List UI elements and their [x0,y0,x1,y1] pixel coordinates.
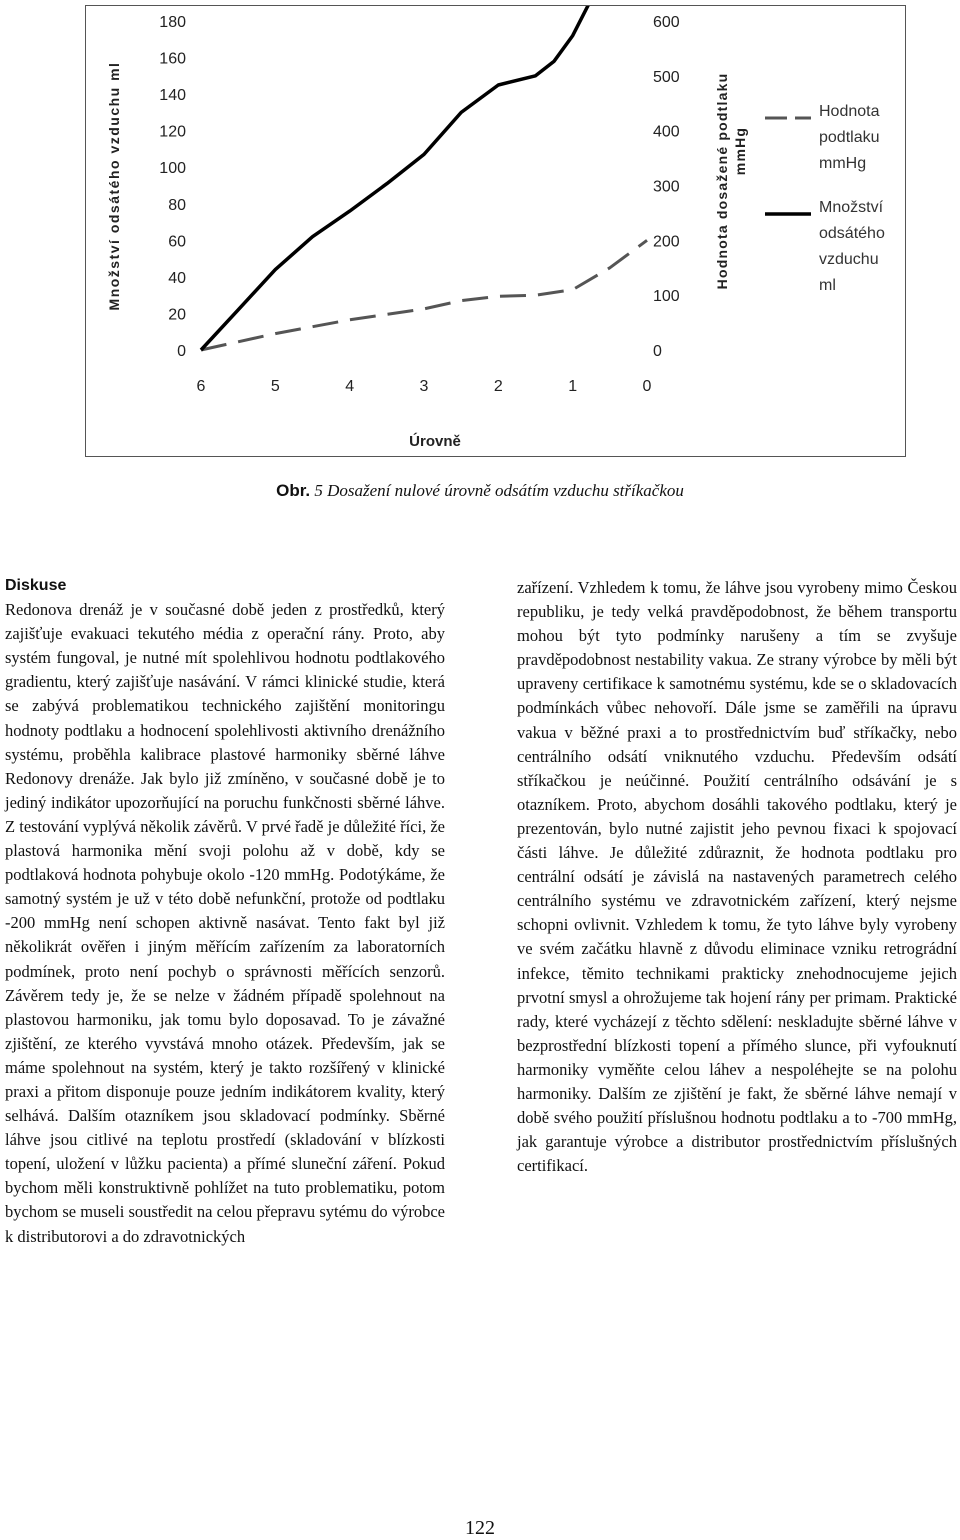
series-line-air-volume [201,6,647,350]
x-tick-label: 4 [345,378,355,395]
section-heading: Diskuse [5,577,67,594]
x-tick-label: 6 [196,378,206,395]
y-right-tick-label: 600 [653,14,680,31]
y-right-tick-label: 300 [653,178,680,196]
y-left-tick-label: 120 [159,123,186,141]
caption-number: 5 [314,481,323,500]
y-left-tick-label: 160 [159,50,186,68]
y-left-tick-label: 0 [177,343,186,360]
right-column [517,576,957,1178]
x-tick-label: 0 [642,378,652,395]
y-left-tick-label: 100 [159,160,186,178]
x-tick-label: 1 [568,378,578,395]
series-line-pressure [201,240,647,350]
caption-text: Dosažení nulové úrovně odsátím vzduchu stříkačkou [327,481,684,500]
y-right-axis-title: Hodnota dosažené podtlaku mmHg [714,72,748,290]
chart-frame [85,5,906,457]
legend-label: vzduchu [819,251,879,268]
legend-label: mmHg [819,155,867,172]
y-left-axis-title: Množství odsátého vzduchu ml [106,61,122,311]
x-tick-label: 3 [419,378,429,395]
y-right-tick-label: 100 [653,288,680,306]
right-column-text: zařízení. Vzhledem k tomu, že láhve jsou vyrobeny mimo Českou republiku, je tedy velká pravděpodobnost, že během transportu mohou být tyto podmínky narušeny a tím se zvyšuje pravděpodobnost nestability vakua. Ze strany výrobce by měli být upraveny certifikace k samotnému systému, kde se o skladovacích podmínkách vůbec nehovoří. Dále jsme se zaměřili na úpravu vakua v běžné praxi a to prostřednictvím buď stříkačky, nebo centrálního odsátí vniknutého vzduchu. Především odsátí stříkačkou je neúčinné. Použití centrálního odsávání je s otazníkem. Proto, abychom dosáhli takového podtlaku, který je prezentován, bylo nutné zajistit jeho pevnou fixaci k spojovací části láhve. Je důležité zdůraznit, že hodnota podtlaku pro centrální odsátí je závislá na nastavených parametrech celého centrálního systému ve zdravotnickém zařízení, který nejsme schopni ovlivnit. Vzhledem k tomu, že tyto láhve byly vyrobeny ve svém začátku hlavně z důvodu eliminace vzniku retrográdní infekce, těmito technikami prakticky znehodnocujeme jejich prvotní smysl a ohrožujeme tak hojení rány per primam. Praktické rady, které vycházejí z těchto sdělení: neskladujte sběrné láhve v bezprostřední blízkosti topení a přímého slunce, při vyfouknutí harmoniky vyměňte celou láhev a nespoléhejte se na polohu harmoniky. Dalším ze zjištění je fakt, že sběrné láhve nemají v době svého použití příslušnou hodnotu podtlaku a to -700 mmHg, jak garantuje výrobce a distributor prostřednictvím příslušných certifikací. [517,578,957,1176]
x-axis-title: Úrovně [409,433,461,450]
chart [86,6,907,458]
left-column-text: Redonova drenáž je v současné době jeden z prostředků, který zajišťuje evakuaci tekutého média z operační rány. Proto, aby systém fungoval, je nutné mít spolehlivou hodnotu podtlakového gradientu, který zajišťuje nasávání. V rámci klinické studie, která se zabývá problematikou technického zajištění monitoringu hodnoty podtlaku a hodnocení spolehlivosti aktivního drenážního systému, proběhla kalibrace plastové harmoniky sběrné láhve Redonovy drenáže. Jak bylo již zmíněno, v současné době je to jediný indikátor upozorňující na poruchu funkčnosti sběrné láhve. Z testování vyplývá několik závěrů. V prvé řadě je důležité říci, že plastová harmonika mění svoji polohu až v době, kdy se podtlaková hodnota pohybuje okolo -120 mmHg. Podotýkáme, že samotný systém je už v této době nefunkční, protože od podtlaku -200 mmHg není schopen aktivně nasávat. Tento fakt byl již několikrát ověřen i jiným měřícím zařízením za laboratorních podmínek, proto není pochyb o správnosti měřících senzorů. Závěrem tedy je, že se nelze v žádném případě spolehnout na plastovou harmoniku, jak tomu bylo doposavad. To je závažné zjištění, ze kterého vyvstává mnoho otázek. Především, jak se máme spolehnout na systém, který je takto rozšířený v klinické praxi a přitom disponuje pouze jedním indikátorem kvality, který selhává. Dalším otazníkem jsou skladovací podmínky. Sběrné láhve jsou citlivé na teplotu prostředí (skladování v blízkosti topení, uložení v lůžku pacienta) a přímé sluneční záření. Pokud bychom měli konstruktivně pohlížet na tuto problematiku, potom bychom se museli soustředit na celou přepravu sytému do výrobce k distributorovi a do zdravotnických [5,600,445,1246]
legend-label: podtlaku [819,129,880,146]
y-left-tick-label: 60 [168,233,186,251]
y-left-tick-label: 80 [168,196,186,214]
y-right-tick-label: 200 [653,233,680,251]
left-column [5,574,445,1249]
legend-label: Množství [819,199,884,216]
y-right-tick-label: 0 [653,343,662,360]
x-tick-label: 5 [270,378,280,395]
y-left-tick-label: 20 [168,306,186,324]
y-left-tick-label: 40 [168,269,186,287]
y-left-tick-label: 140 [159,87,186,105]
x-tick-label: 2 [493,378,503,395]
figure-caption [0,481,960,501]
legend-label: ml [819,277,836,294]
y-right-tick-label: 400 [653,123,680,141]
y-right-tick-label: 500 [653,68,680,86]
page-number: 122 [465,1517,495,1539]
legend-label: Hodnota [819,103,880,120]
y-left-tick-label: 180 [159,14,186,31]
caption-label: Obr. [276,481,311,500]
legend-label: odsátého [819,225,885,242]
